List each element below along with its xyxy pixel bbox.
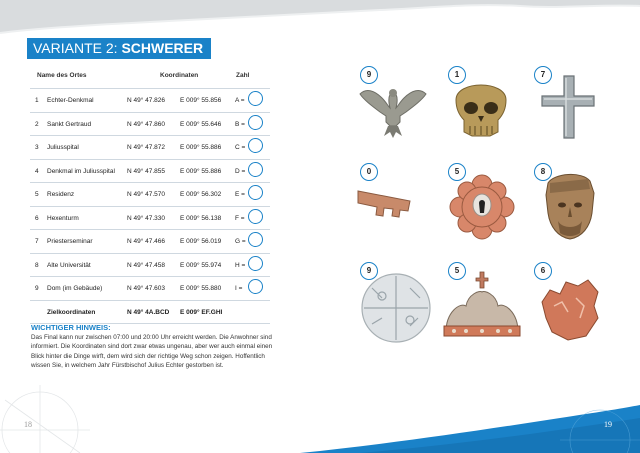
answer-circle[interactable] [248, 162, 263, 177]
row-north: N 49° 47.872 [127, 144, 166, 151]
object-key-bit [352, 163, 434, 247]
row-name: Hexenturm [47, 214, 79, 222]
row-east: E 009° 55.886 [180, 167, 222, 175]
row-variable: I = [235, 285, 243, 292]
answer-circle[interactable] [248, 115, 263, 130]
column-header-name: Name des Ortes [37, 72, 87, 79]
row-variable: A = [235, 97, 245, 104]
table-row [30, 112, 270, 136]
row-north: N 49° 47.826 [127, 97, 166, 104]
row-north: N 49° 47.855 [127, 167, 166, 175]
title-variant: VARIANTE 2: [33, 40, 122, 56]
row-variable: H = [235, 261, 246, 269]
row-east: E 009° 55.646 [180, 120, 222, 128]
table-row [30, 135, 270, 159]
row-north: N 49° 47.570 [127, 191, 166, 198]
row-north: N 49° 47.330 [127, 214, 166, 222]
row-number: 4 [35, 167, 39, 175]
row-number: 1 [35, 97, 39, 104]
section-title-banner [27, 38, 211, 59]
answer-circle[interactable] [248, 232, 263, 247]
answer-circle[interactable] [248, 209, 263, 224]
final-north: N 49° 4A.BCD [127, 308, 170, 316]
object-number-badge: 9 [360, 262, 378, 280]
row-east: E 009° 55.974 [180, 261, 222, 269]
final-label: Zielkoordinaten [47, 308, 96, 316]
answer-circle[interactable] [248, 256, 263, 271]
row-number: 9 [35, 285, 39, 292]
row-east: E 009° 55.856 [180, 97, 222, 104]
column-header-coordinates: Koordinaten [160, 72, 199, 79]
table-row [30, 206, 270, 230]
row-name: Denkmal im Juliusspital [47, 167, 115, 175]
row-name: Sankt Gertraud [47, 120, 92, 128]
final-east: E 009° EF.GHI [180, 308, 223, 316]
row-number: 6 [35, 214, 39, 222]
table-row [30, 159, 270, 183]
row-number: 8 [35, 261, 39, 269]
row-east: E 009° 56.019 [180, 238, 222, 245]
answer-circle[interactable] [248, 91, 263, 106]
note-body: Das Final kann nur zwischen 07:00 und 20:00 Uhr erreicht werden. Die Anwohner sind informiert. Die Koordinaten sind dort zwar etwas ungenau, aber wer auch einmal einen Blick hinter die Dinge wirft, dem wird sich der richtige Weg schon zeigen. Hoffentlich wissen Sie, in welchem Jahr Fürstbischof Julius Echter gestorben ist. [31, 334, 273, 370]
table-row [30, 229, 270, 253]
row-east: E 009° 56.302 [180, 191, 222, 198]
row-variable: E = [235, 191, 245, 198]
object-broken-brick [528, 262, 610, 346]
object-relief-disk [352, 262, 434, 346]
note-title: WICHTIGER HINWEIS: [31, 323, 111, 332]
row-north: N 49° 47.860 [127, 120, 166, 128]
final-coordinates-row [30, 300, 270, 325]
row-name: Dom (im Gebäude) [47, 285, 103, 292]
object-number-badge: 0 [360, 163, 378, 181]
object-number-badge: 5 [448, 163, 466, 181]
table-row [30, 276, 270, 300]
object-number-badge: 9 [360, 66, 378, 84]
object-number-badge: 7 [534, 66, 552, 84]
answer-circle[interactable] [248, 279, 263, 294]
object-number-badge: 5 [448, 262, 466, 280]
row-name: Alte Universität [47, 261, 91, 269]
row-name: Residenz [47, 191, 75, 198]
row-variable: D = [235, 167, 246, 175]
title-difficulty: SCHWERER [121, 40, 204, 56]
row-variable: B = [235, 120, 245, 128]
row-east: E 009° 56.138 [180, 214, 222, 222]
row-number: 2 [35, 120, 39, 128]
object-skull [440, 66, 522, 150]
page-number-left: 18 [24, 420, 32, 429]
column-header-number: Zahl [236, 72, 250, 79]
object-eagle [352, 66, 434, 150]
row-north: N 49° 47.466 [127, 238, 166, 245]
row-east: E 009° 55.880 [180, 285, 222, 292]
object-cross [528, 66, 610, 150]
page-number-right: 19 [604, 420, 612, 429]
row-variable: C = [235, 144, 246, 151]
table-row [30, 88, 270, 112]
object-crown [440, 262, 522, 346]
row-name: Echter-Denkmal [47, 97, 94, 104]
answer-circle[interactable] [248, 138, 263, 153]
table-body [30, 88, 270, 324]
table-row [30, 253, 270, 277]
row-name: Juliusspital [47, 144, 79, 151]
row-east: E 009° 55.886 [180, 144, 222, 151]
object-number-badge: 8 [534, 163, 552, 181]
row-number: 7 [35, 238, 39, 245]
object-number-badge: 6 [534, 262, 552, 280]
answer-circle[interactable] [248, 185, 263, 200]
object-keyhole-plate [440, 163, 522, 247]
row-north: N 49° 47.603 [127, 285, 166, 292]
row-name: Priesterseminar [47, 238, 93, 245]
row-variable: G = [235, 238, 246, 245]
object-number-badge: 1 [448, 66, 466, 84]
row-variable: F = [235, 214, 245, 222]
table-row [30, 182, 270, 206]
row-north: N 49° 47.458 [127, 261, 166, 269]
row-number: 5 [35, 191, 39, 198]
row-number: 3 [35, 144, 39, 151]
object-sculpted-head [528, 163, 610, 247]
